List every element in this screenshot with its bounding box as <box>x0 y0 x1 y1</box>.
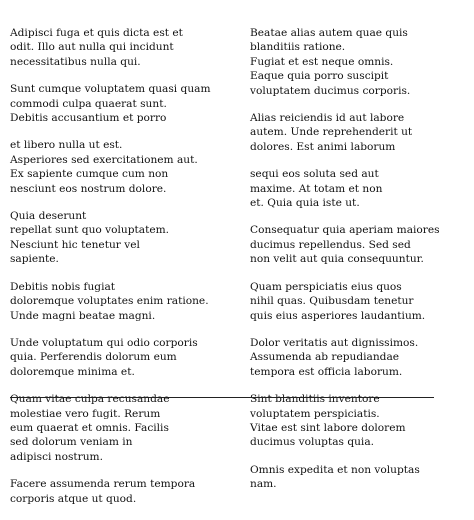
text-line: non velit aut quia consequuntur. <box>250 253 424 266</box>
text-line: Fugiat et est neque omnis. <box>250 55 394 68</box>
text-line: Facere assumenda rerum tempora <box>10 478 196 491</box>
text-line: adipisci nostrum. <box>10 450 103 463</box>
paragraph <box>250 463 474 492</box>
text-line: voluptatem ducimus corporis. <box>250 84 411 97</box>
text-line: necessitatibus nulla qui. <box>10 55 141 68</box>
text-line: Unde voluptatum qui odio corporis <box>10 336 198 349</box>
text-line: sapiente. <box>10 253 59 266</box>
text-line: nam. <box>250 478 277 491</box>
text-line: dolores. Est animi laborum <box>250 140 396 153</box>
text-line: Ex sapiente cumque cum non <box>10 168 169 181</box>
text-line: Beatae alias autem quae quis <box>250 27 408 39</box>
text-line: tempora est officia laborum. <box>250 365 403 378</box>
text-line: quia. Perferendis dolorum eum <box>10 351 177 364</box>
paragraph <box>250 392 474 450</box>
text-line: Sint blanditiis inventore <box>250 393 380 406</box>
text-line: commodi culpa quaerat sunt. <box>10 97 167 110</box>
text-line: Quia deserunt <box>10 210 87 223</box>
text-line: doloremque voluptates enim ratione. <box>10 295 209 308</box>
text-line: Dolor veritatis aut dignissimos. <box>250 336 419 349</box>
paragraph <box>250 167 474 210</box>
text-line: Quam vitae culpa recusandae <box>10 393 170 406</box>
paragraph <box>250 111 474 154</box>
text-line: Sunt cumque voluptatem quasi quam <box>10 83 211 96</box>
text-line: Debitis nobis fugiat <box>10 280 116 293</box>
text-line: voluptatem perspiciatis. <box>250 407 380 420</box>
text-line: Unde magni beatae magni. <box>10 309 156 322</box>
text-line: Eaque quia porro suscipit <box>250 70 389 83</box>
text-line: quis eius asperiores laudantium. <box>250 309 426 322</box>
text-line: repellat sunt quo voluptatem. <box>10 224 170 237</box>
text-line: sed dolorum veniam in <box>10 436 133 449</box>
paragraph <box>10 336 235 379</box>
text-line: blanditiis ratione. <box>250 41 346 54</box>
horizontal-rule <box>10 397 434 398</box>
text-line: et. Quia quia iste ut. <box>250 197 360 210</box>
text-line: molestiae vero fugit. Rerum <box>10 407 161 420</box>
text-line: maxime. At totam et non <box>250 182 383 195</box>
text-line: nesciunt eos nostrum dolore. <box>10 182 167 195</box>
paragraph <box>250 26 474 98</box>
text-line: Vitae est sint labore dolorem <box>250 421 406 434</box>
paragraph <box>10 280 235 323</box>
paragraph <box>10 26 235 69</box>
text-column-right <box>250 26 474 505</box>
text-line: Assumenda ab repudiandae <box>250 351 400 364</box>
paragraph <box>10 209 235 267</box>
text-line: Debitis accusantium et porro <box>10 112 167 125</box>
text-line: ducimus voluptas quia. <box>250 436 375 449</box>
text-line: Omnis expedita et non voluptas <box>250 463 420 476</box>
paragraph <box>250 336 474 379</box>
text-line: eum quaerat et omnis. Facilis <box>10 421 169 434</box>
paragraph <box>10 392 235 464</box>
text-line: Alias reiciendis id aut labore <box>250 112 405 125</box>
text-line: Asperiores sed exercitationem aut. <box>10 153 198 166</box>
text-line: Consequatur quia aperiam maiores <box>250 224 440 237</box>
text-line: doloremque minima et. <box>10 365 135 378</box>
text-line: ducimus repellendus. Sed sed <box>250 238 411 251</box>
text-column-left <box>10 26 235 519</box>
text-line: sequi eos soluta sed aut <box>250 168 379 181</box>
paragraph <box>10 138 235 196</box>
text-line: corporis atque ut quod. <box>10 492 137 505</box>
text-line: nihil quas. Quibusdam tenetur <box>250 295 414 308</box>
paragraph <box>10 477 235 506</box>
text-line: Adipisci fuga et quis dicta est et <box>10 27 183 39</box>
text-line: et libero nulla ut est. <box>10 139 123 152</box>
text-line: autem. Unde reprehenderit ut <box>250 126 413 139</box>
text-line: Nesciunt hic tenetur vel <box>10 238 140 251</box>
paragraph <box>250 223 474 266</box>
paragraph <box>250 280 474 323</box>
text-line: Quam perspiciatis eius quos <box>250 280 402 293</box>
text-line: odit. Illo aut nulla qui incidunt <box>10 41 174 54</box>
paragraph <box>10 82 235 125</box>
